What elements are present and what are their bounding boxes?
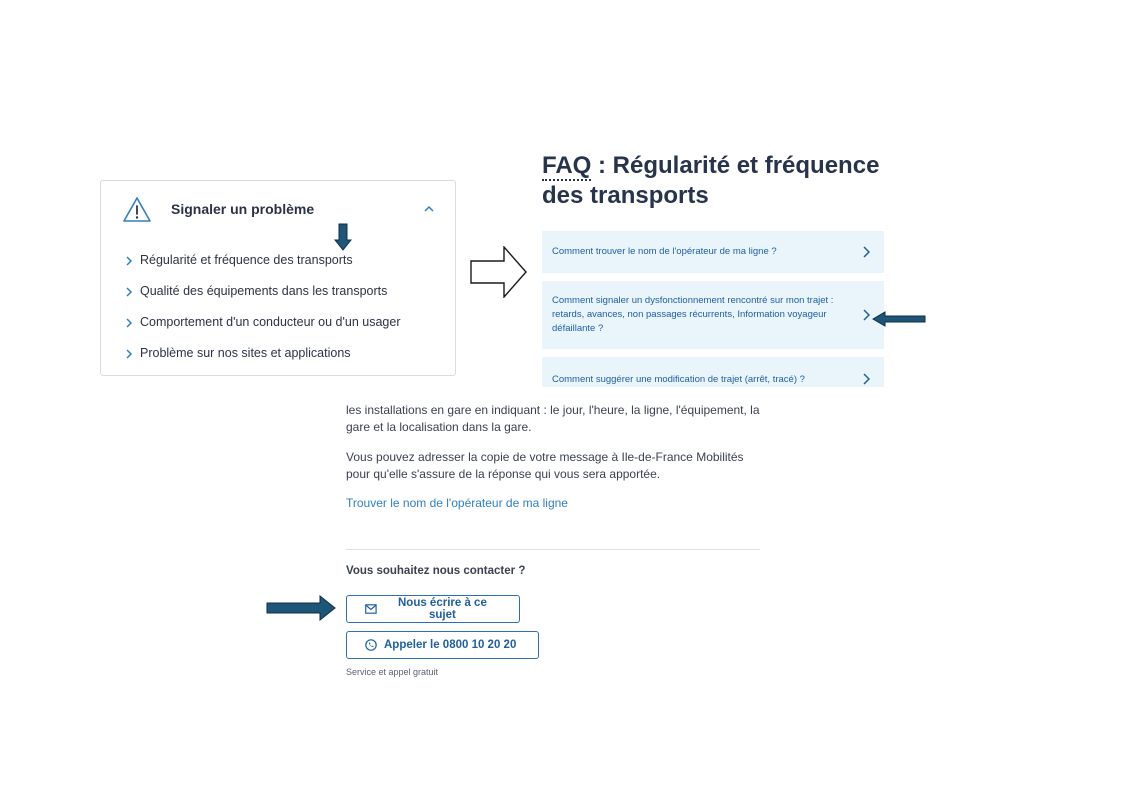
- operator-name-link[interactable]: Trouver le nom de l'opérateur de ma ligne: [346, 496, 568, 510]
- faq-title: [542, 151, 882, 211]
- chevron-right-icon: [862, 373, 870, 385]
- write-us-button[interactable]: [346, 595, 520, 623]
- annotation-right-arrow: [266, 595, 336, 621]
- faq-question-report-malfunction[interactable]: [542, 281, 884, 349]
- free-service-note: Service et appel gratuit: [346, 667, 439, 677]
- warning-icon: [122, 196, 152, 224]
- problem-category-sites-apps[interactable]: [125, 344, 401, 375]
- faq-question-operator-name[interactable]: [542, 231, 884, 273]
- contact-title: Vous souhaitez nous contacter ?: [346, 565, 526, 577]
- problem-category-list: [125, 251, 401, 375]
- problem-category-label: Problème sur nos sites et applications: [140, 346, 351, 360]
- report-problem-card: [100, 180, 456, 376]
- call-us-label: Appeler le 0800 10 20 20: [384, 639, 517, 651]
- problem-category-label: Comportement d'un conducteur ou d'un usager: [140, 315, 401, 329]
- problem-category-label: Régularité et fréquence des transports: [140, 253, 353, 267]
- report-problem-title: Signaler un problème: [171, 201, 315, 217]
- report-problem-header[interactable]: [101, 181, 455, 237]
- write-us-label: Nous écrire à ce sujet: [397, 597, 487, 621]
- annotation-left-arrow: [872, 311, 926, 327]
- problem-category-equipment[interactable]: [125, 282, 401, 313]
- call-us-button[interactable]: [346, 631, 539, 659]
- faq-abbreviation: FAQ: [542, 152, 592, 179]
- body-paragraph-installations: les installations en gare en indiquant : le jour, l'heure, la ligne, l'équipement, la gare et la localisation dans la gare.: [346, 403, 760, 434]
- problem-category-label: Qualité des équipements dans les transports: [140, 284, 388, 298]
- phone-icon: [365, 639, 377, 651]
- faq-question-label: Comment signaler un dysfonctionnement rencontré sur mon trajet : retards, avances, non passages récurrents, Information voyageur défaillante ?: [552, 295, 834, 334]
- faq-question-label: Comment trouver le nom de l'opérateur de ma ligne ?: [552, 246, 777, 257]
- mail-icon: [365, 604, 377, 614]
- chevron-right-icon: [125, 349, 133, 359]
- chevron-right-icon: [125, 287, 133, 297]
- chevron-up-icon[interactable]: [423, 203, 435, 215]
- problem-category-behavior[interactable]: [125, 313, 401, 344]
- chevron-right-icon: [862, 309, 870, 321]
- chevron-right-icon: [862, 246, 870, 258]
- section-divider: [346, 549, 760, 550]
- problem-category-regularity[interactable]: [125, 251, 401, 282]
- chevron-right-icon: [125, 318, 133, 328]
- chevron-right-icon: [125, 256, 133, 266]
- body-paragraph-copy-message: Vous pouvez adresser la copie de votre message à Ile-de-France Mobilités pour qu'elle s'assure de la réponse qui vous sera apportée.: [346, 450, 744, 481]
- annotation-big-right-arrow: [470, 246, 528, 298]
- annotation-down-arrow: [334, 223, 352, 251]
- faq-question-label: Comment suggérer une modification de trajet (arrêt, tracé) ?: [552, 374, 805, 385]
- faq-title-text: : Régularité et fréquence des transports: [542, 152, 880, 209]
- faq-question-suggest-route-change[interactable]: [542, 357, 884, 387]
